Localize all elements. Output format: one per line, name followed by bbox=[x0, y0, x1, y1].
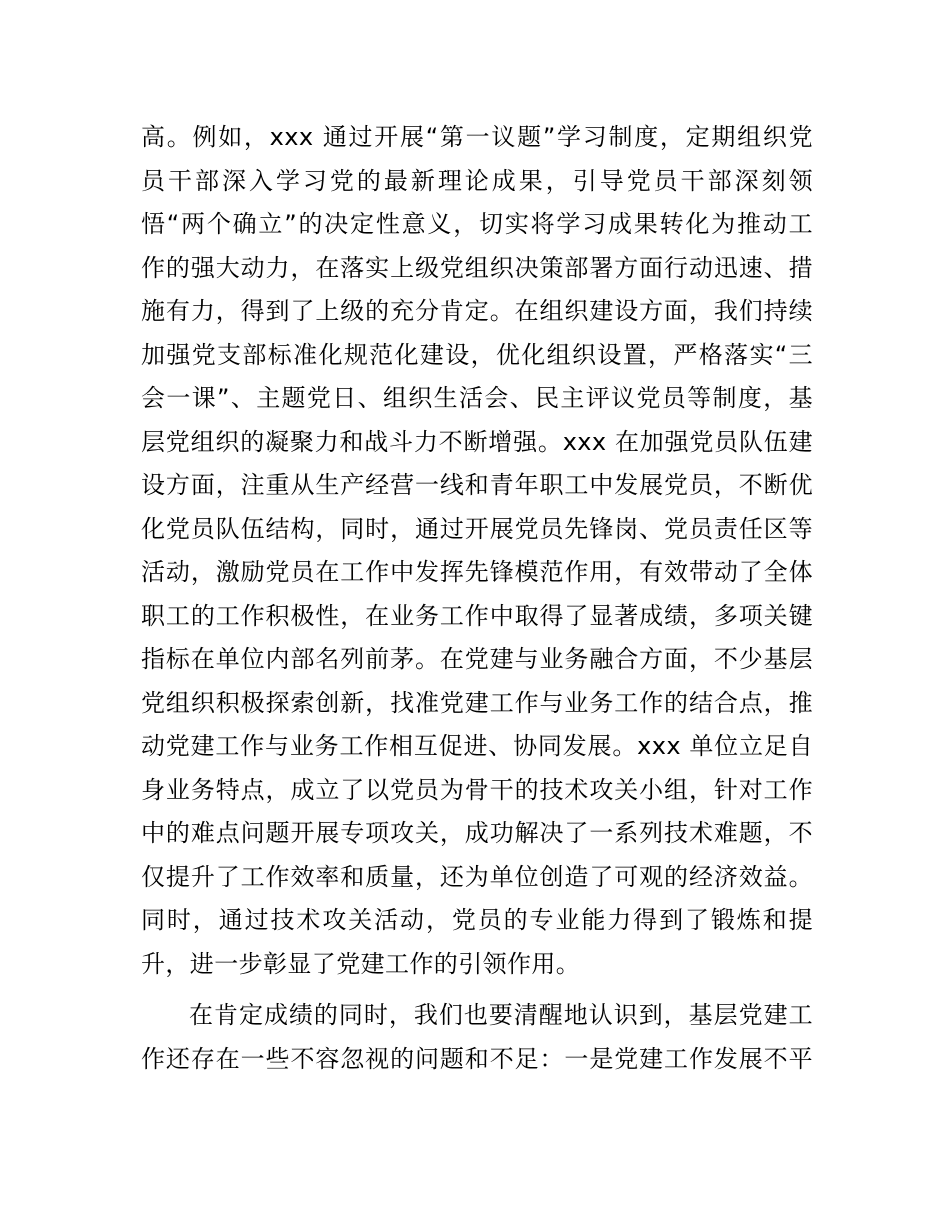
text-line: 职工的工作积极性，在业务工作中取得了显著成绩，多项关键 bbox=[141, 601, 813, 630]
text-line: 悟“两个确立”的决定性意义，切实将学习成果转化为推动工 bbox=[141, 210, 813, 238]
text-line: 党组织积极探索创新，找准党建工作与业务工作的结合点，推 bbox=[141, 688, 813, 717]
text-line: 层党组织的凝聚力和战斗力不断增强。xxx 在加强党员队伍建 bbox=[141, 427, 813, 456]
paragraph-1 bbox=[141, 116, 813, 986]
text-line: 中的难点问题开展专项攻关，成功解决了一系列技术难题，不 bbox=[141, 819, 813, 847]
text-line: 活动，激励党员在工作中发挥先锋模范作用，有效带动了全体 bbox=[141, 558, 813, 586]
document-body bbox=[141, 116, 813, 1081]
text-line: 指标在单位内部名列前茅。在党建与业务融合方面，不少基层 bbox=[141, 645, 813, 673]
text-line: 动党建工作与业务工作相互促进、协同发展。xxx 单位立足自 bbox=[141, 732, 813, 760]
paragraph-spacer bbox=[141, 986, 813, 994]
text-line: 高。例如，xxx 通过开展“第一议题”学习制度，定期组织党 bbox=[141, 123, 813, 151]
text-line: 身业务特点，成立了以党员为骨干的技术攻关小组，针对工作 bbox=[141, 775, 813, 804]
text-line: 会一课”、主题党日、组织生活会、民主评议党员等制度，基 bbox=[141, 384, 813, 412]
text-line: 施有力，得到了上级的充分肯定。在组织建设方面，我们持续 bbox=[141, 297, 813, 325]
paragraph-2 bbox=[141, 994, 813, 1081]
text-line: 仅提升了工作效率和质量，还为单位创造了可观的经济效益。 bbox=[141, 862, 813, 891]
text-line: 加强党支部标准化规范化建设，优化组织设置，严格落实“三 bbox=[141, 340, 813, 369]
text-line: 作还存在一些不容忽视的问题和不足：一是党建工作发展不平 bbox=[141, 1044, 813, 1073]
text-line: 作的强大动力，在落实上级党组织决策部署方面行动迅速、措 bbox=[141, 253, 813, 282]
text-line: 化党员队伍结构，同时，通过开展党员先锋岗、党员责任区等 bbox=[141, 514, 813, 543]
text-line: 升，进一步彰显了党建工作的引领作用。 bbox=[141, 949, 581, 978]
text-line: 同时，通过技术攻关活动，党员的专业能力得到了锻炼和提 bbox=[141, 906, 813, 934]
text-line: 设方面，注重从生产经营一线和青年职工中发展党员，不断优 bbox=[141, 471, 813, 499]
text-line: 员干部深入学习党的最新理论成果，引导党员干部深刻领 bbox=[141, 166, 813, 195]
text-line: 在肯定成绩的同时，我们也要清醒地认识到，基层党建工 bbox=[189, 1001, 813, 1029]
